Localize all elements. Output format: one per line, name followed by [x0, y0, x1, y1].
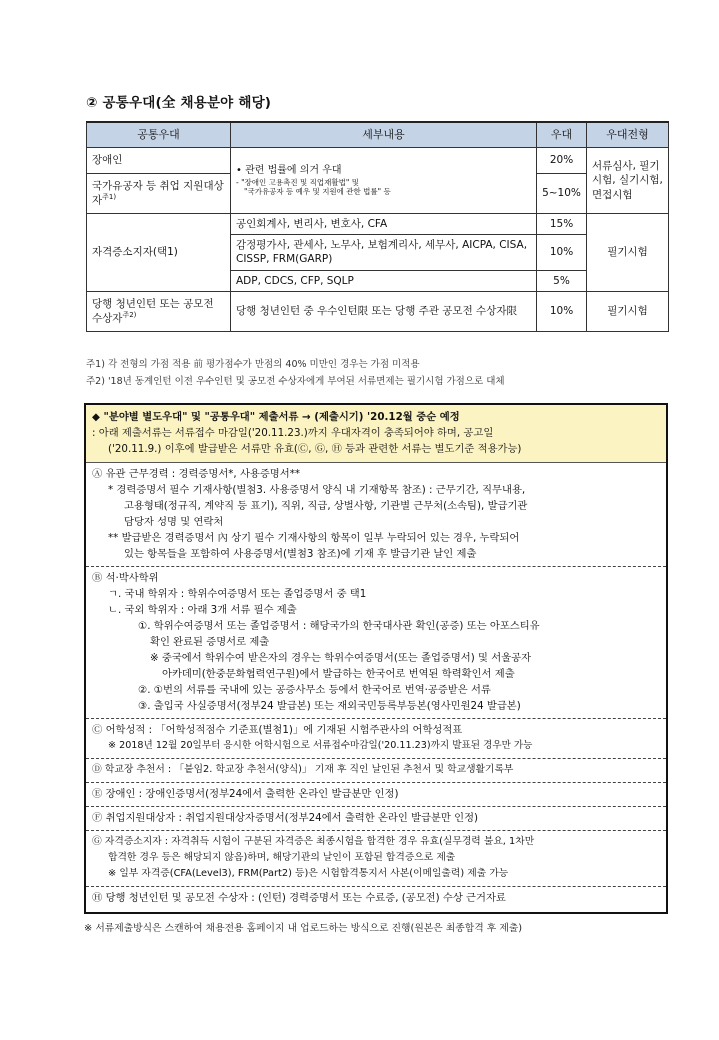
category-veteran [87, 174, 231, 214]
doc-line: ** 발급받은 경력증명서 內 상기 필수 기재사항의 항목이 일부 누락되어 있는 경우, 누락되어 [108, 532, 520, 544]
common-preference-table [86, 121, 669, 332]
footnote-marker: 주2) [122, 310, 137, 319]
doc-line: * 경력증명서 필수 기재사항(별첨3. 사용증명서 양식 내 기재항목 참조) : 근무기간, 직무내용, [108, 484, 526, 496]
section-title: ② 공통우대(全 채용분야 해당) [86, 95, 272, 111]
doc-line: 확인 완료된 증명서로 제출 [150, 636, 270, 648]
table-header: 공통우대 [87, 122, 231, 148]
doc-line: ②. ①번의 서류를 국내에 있는 공증사무소 등에서 한국어로 번역·공증받은 서류 [138, 684, 491, 696]
cert-pct-1: 15% [537, 214, 587, 235]
table-row [87, 291, 669, 331]
doc-block-b [86, 567, 666, 719]
doc-block-a [86, 463, 666, 567]
pct-disabled: 20% [537, 148, 587, 174]
footnote-1: 주1) 각 전형의 가점 적용 前 평가점수가 만점의 40% 미만인 경우는 가점 미적용 [86, 359, 420, 370]
category-disabled: 장애인 [87, 148, 231, 174]
doc-line: ※ 2018년 12월 20일부터 응시한 어학시험으로 서류접수마감일('20.11.23)까지 발표된 경우만 가능 [108, 740, 533, 751]
detail-disabled-veteran [231, 148, 537, 214]
documents-box-desc: ('20.11.9.) 이후에 발급받은 서류만 유효(Ⓒ, Ⓖ, Ⓗ 등과 관련한 서류는 별도기준 적용가능) [108, 443, 522, 455]
doc-line: Ⓐ 유관 근무경력 : 경력증명서*, 사용증명서** [92, 468, 300, 480]
detail-main-text: • 관련 법률에 의거 우대 [236, 165, 342, 176]
doc-line: Ⓑ 석·박사학위 [92, 572, 159, 584]
documents-box-header [86, 405, 666, 463]
pct-veteran: 5~10% [537, 174, 587, 214]
footnotes [86, 356, 686, 390]
doc-line: 고용형태(정규직, 계약직 등 표기), 직위, 직급, 상벌사항, 기관별 근무처(소속팀), 발급기관 [124, 500, 528, 512]
doc-block-f: Ⓕ 취업지원대상자 : 취업지원대상자증명서(정부24에서 출력한 온라인 발급분만 인정) [86, 807, 666, 831]
category-certificate: 자격증소지자(택1) [87, 214, 231, 292]
table-header-row [87, 122, 669, 148]
detail-sub-text: - "장애인 고용촉진 및 직업재활법" 및 [236, 177, 359, 187]
submission-note: ※ 서류제출방식은 스캔하여 채용전용 홈페이지 내 업로드하는 방식으로 진행(원본은 최종합격 후 제출) [84, 923, 523, 934]
category-intern [87, 291, 231, 331]
documents-box-desc: : 아래 제출서류는 서류접수 마감일('20.11.23.)까지 우대자격이 충족되어야 하며, 공고일 [92, 427, 494, 439]
table-row [87, 214, 669, 235]
pct-intern: 10% [537, 291, 587, 331]
documents-box-title: ◆ "분야별 별도우대" 및 "공통우대" 제출서류 → (제출시기) '20.12월 중순 예정 [92, 411, 460, 423]
doc-line: ①. 학위수여증명서 또는 졸업증명서 : 해당국가의 한국대사관 확인(공증) 또는 아포스티유 [138, 620, 540, 632]
doc-line: 합격한 경우 등은 해당되지 않음)하며, 해당기관의 날인이 포함된 합격증으로 제출 [108, 852, 456, 863]
doc-line: ※ 일부 자격증(CFA(Level3), FRM(Part2) 등)은 시험합격통지서 사본(이메일출력) 제출 가능 [108, 868, 509, 879]
doc-line: Ⓖ 자격증소지자 : 자격취득 시험이 구분된 자격증은 최종시험을 합격한 경우 유효(실무경력 불요, 1차만 [92, 836, 535, 847]
doc-line: ※ 중국에서 학위수여 받은자의 경우는 학위수여증명서(또는 졸업증명서) 및 서울공자 [150, 652, 532, 664]
footnote-marker: 주1) [102, 193, 117, 202]
detail-sub-text: "국가유공자 등 예우 및 지원에 관한 법률" 등 [244, 187, 391, 197]
doc-block-h: Ⓗ 당행 청년인턴 및 공모전 수상자 : (인턴) 경력증명서 또는 수료증, (공모전) 수상 근거자료 [92, 892, 506, 904]
documents-box [84, 403, 668, 914]
type-intern: 필기시험 [587, 291, 669, 331]
footnote-2: 주2) '18년 동계인턴 이전 우수인턴 및 공모전 수상자에게 부여된 서류면제는 필기시험 가점으로 대체 [86, 376, 505, 387]
doc-block-d: Ⓓ 학교장 추천서 : 「붙임2. 학교장 추천서(양식)」 기재 후 직인 날인된 추천서 및 학교생활기록부 [86, 759, 666, 783]
doc-line: ㄱ. 국내 학위자 : 학위수여증명서 또는 졸업증명서 중 택1 [108, 588, 367, 600]
doc-line: ㄴ. 국외 학위자 : 아래 3개 서류 필수 제출 [108, 604, 297, 616]
table-header: 우대전형 [587, 122, 669, 148]
doc-block-g [86, 831, 666, 887]
detail-intern: 당행 청년인턴 중 우수인턴限 또는 당행 주관 공모전 수상자限 [231, 291, 537, 331]
doc-line: ③. 출입국 사실증명서(정부24 발급본) 또는 재외국민등록부등본(영사민원24 발급본) [138, 700, 521, 712]
category-intern-label: 당행 청년인턴 또는 공모전 수상자 [92, 297, 214, 325]
table-row [87, 148, 669, 174]
table-header: 세부내용 [231, 122, 537, 148]
doc-block-c [86, 719, 666, 759]
type-disabled-veteran: 서류심사, 필기시험, 실기시험, 면접시험 [587, 148, 669, 214]
doc-line: 아카데미(한중문화협력연구원)에서 발급하는 한국어로 번역된 학력확인서 제출 [162, 668, 515, 680]
cert-detail-1: 공인회계사, 변리사, 변호사, CFA [231, 214, 537, 235]
doc-line: Ⓒ 어학성적 : 「어학성적점수 기준표(별첨1)」에 기재된 시험주관사의 어학성적표 [92, 724, 463, 736]
doc-block-e: Ⓔ 장애인 : 장애인증명서(정부24에서 출력한 온라인 발급분만 인정) [86, 783, 666, 807]
table-header: 우대 [537, 122, 587, 148]
cert-detail-2: 감정평가사, 관세사, 노무사, 보험계리사, 세무사, AICPA, CISA, CISSP, FRM(GARP) [231, 235, 537, 270]
doc-line: 있는 항목들을 포함하여 사용증명서(별첨3 참조)에 기재 후 발급기관 날인 제출 [124, 548, 477, 560]
category-veteran-label: 국가유공자 등 취업 지원대상자 [92, 180, 224, 207]
doc-line: 담당자 성명 및 연락처 [124, 516, 224, 528]
cert-pct-2: 10% [537, 235, 587, 270]
cert-detail-3: ADP, CDCS, CFP, SQLP [231, 270, 537, 291]
type-certificate: 필기시험 [587, 214, 669, 292]
cert-pct-3: 5% [537, 270, 587, 291]
